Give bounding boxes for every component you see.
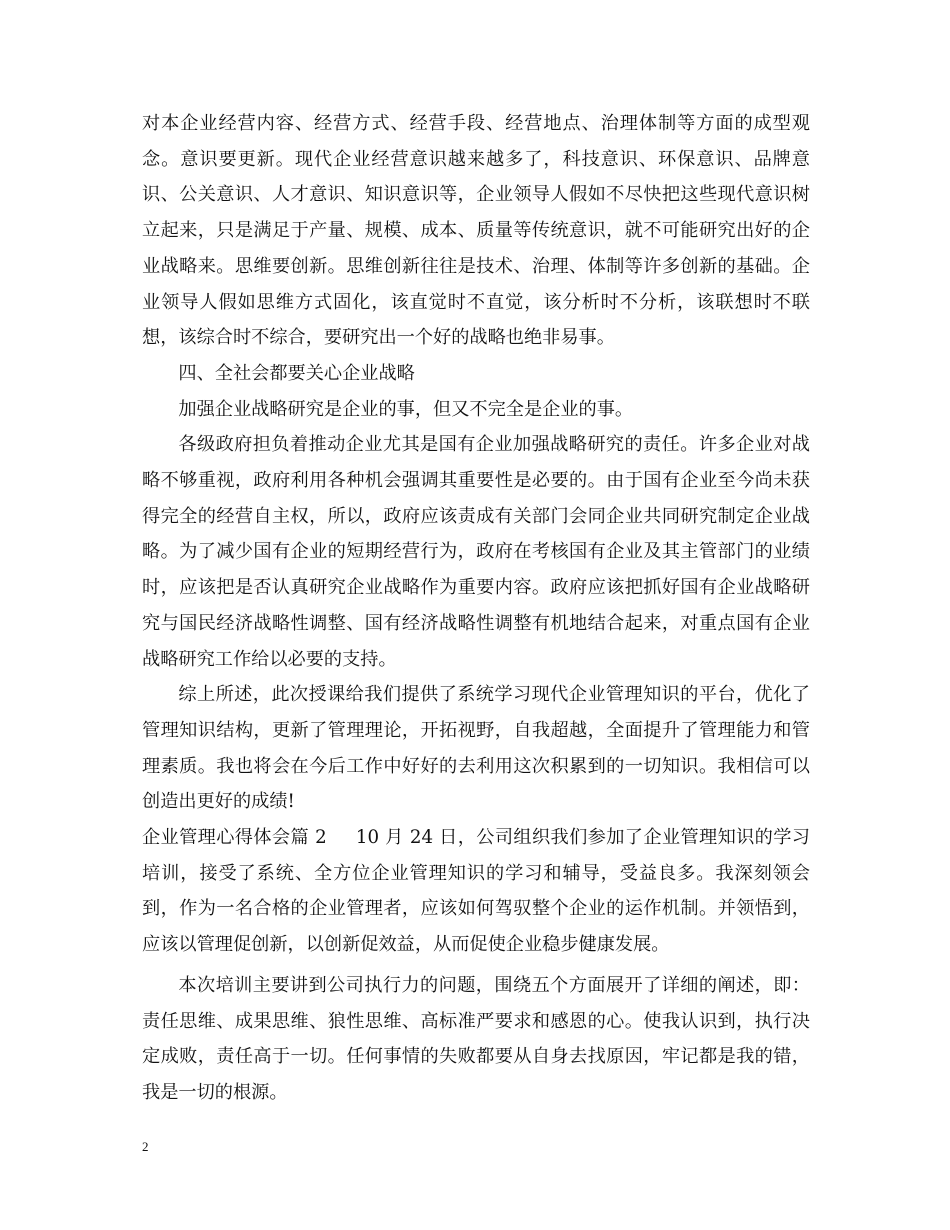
document-page (142, 106, 810, 1111)
paragraph-enterprise-matter: 加强企业战略研究是企业的事，但又不完全是企业的事。 (178, 398, 634, 420)
section-2-intro: 10 月 24 日，公司组织我们参加了企业管理知识的学习培训，接受了系统、全方位企业管理知识的学习和辅导，受益良多。我深刻领会到，作为一名合格的企业管理者，应该如何驾驭整个企业的运作机制。并领悟到，应该以管理促创新，以创新促效益，从而促使企业稳步健康发展。 (142, 827, 810, 956)
paragraph-strategy-awareness: 对本企业经营内容、经营方式、经营手段、经营地点、治理体制等方面的成型观念。意识要更新。现代企业经营意识越来越多了，科技意识、环保意识、品牌意识、公关意识、人才意识、知识意识等，企业领导人假如不尽快把这些现代意识树立起来，只是满足于产量、规模、成本、质量等传统意识，就不可能研究出好的企业战略来。思维要创新。思维创新往往是技术、治理、体制等许多创新的基础。企业领导人假如思维方式固化，该直觉时不直觉，该分析时不分析，该联想时不联想，该综合时不综合，要研究出一个好的战略也绝非易事。 (142, 113, 810, 349)
paragraph-section-2 (142, 820, 810, 963)
paragraph-summary: 综上所述，此次授课给我们提供了系统学习现代企业管理知识的平台，优化了管理知识结构，更新了管理理论，开拓视野，自我超越，全面提升了管理能力和管理素质。我也将会在今后工作中好好的去利用这次积累到的一切知识。我相信可以创造出更好的成绩! (142, 684, 810, 813)
page-number: 2 (142, 1139, 149, 1154)
paragraph-government-responsibility: 各级政府担负着推动企业尤其是国有企业加强战略研究的责任。许多企业对战略不够重视，政府利用各种机会强调其重要性是必要的。由于国有企业至今尚未获得完全的经营自主权，所以，政府应该责成有关部门会同企业共同研究制定企业战略。为了减少国有企业的短期经营行为，政府在考核国有企业及其主管部门的业绩时，应该把是否认真研究企业战略作为重要内容。政府应该把抓好国有企业战略研究与国民经济战略性调整、国有经济战略性调整有机地结合起来，对重点国有企业战略研究工作给以必要的支持。 (142, 434, 810, 670)
paragraph-training-content: 本次培训主要讲到公司执行力的问题，围绕五个方面展开了详细的阐述，即：责任思维、成果思维、狼性思维、高标准严要求和感恩的心。使我认识到，执行决定成败，责任高于一切。任何事情的失败都要从自身去找原因，牢记都是我的错，我是一切的根源。 (142, 974, 810, 1103)
section-2-title: 企业管理心得体会篇 2 (142, 827, 327, 849)
section-heading-society-care: 四、全社会都要关心企业战略 (178, 362, 415, 384)
